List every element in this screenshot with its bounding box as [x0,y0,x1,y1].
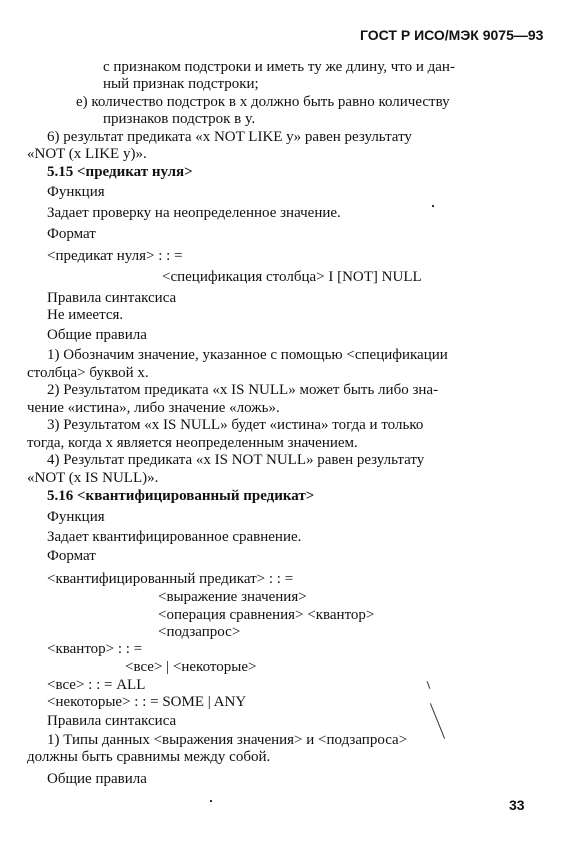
subheading: Правила синтаксиса [47,713,177,729]
scan-speck [432,205,434,207]
grammar-line: <все> | <некоторые> [125,659,257,675]
text-line: 2) Результатом предиката «x IS NULL» может быть либо зна- [47,382,439,398]
text-line: 1) Типы данных <выражения значения> и <подзапроса> [47,732,408,748]
grammar-line: <спецификация столбца> I [NOT] NULL [162,269,422,285]
subheading: Общие правила [47,771,147,787]
grammar-line: <подзапрос> [158,624,241,640]
grammar-line: <операция сравнения> <квантор> [158,607,375,623]
scan-speck [210,800,212,802]
grammar-line: <квантифицированный предикат> : : = [47,571,294,587]
subheading: Общие правила [47,327,147,343]
subheading: Правила синтаксиса [47,290,177,306]
text-line: 4) Результат предиката «x IS NOT NULL» равен результату [47,452,425,468]
subheading: Формат [47,548,96,564]
text-line: Не имеется. [47,307,124,323]
text-line: столбца> буквой x. [27,365,149,381]
text-line: 1) Обозначим значение, указанное с помощью <спецификации [47,347,448,363]
text-line: Задает квантифицированное сравнение. [47,529,302,545]
text-line: с признаком подстроки и иметь ту же длину, что и дан- [103,59,455,75]
grammar-line: <предикат нуля> : : = [47,248,183,264]
text-line: чение «истина», либо значение «ложь». [27,400,280,416]
text-line: 6) результат предиката «x NOT LIKE y» равен результату [47,129,412,145]
scan-stroke [430,703,445,739]
text-line: e) количество подстрок в x должно быть равно количеству [76,94,450,110]
page-header: ГОСТ Р ИСО/МЭК 9075—93 [360,27,544,43]
text-line: «NOT (x LIKE y)». [27,146,147,162]
text-line: признаков подстрок в y. [103,111,256,127]
scan-stroke [427,681,431,689]
grammar-line: <квантор> : : = [47,641,143,657]
page-number: 33 [509,797,525,813]
text-line: ный признак подстроки; [103,76,259,92]
grammar-line: <некоторые> : : = SOME | ANY [47,694,247,710]
text-line: тогда, когда x является неопределенным значением. [27,435,358,451]
subheading: Формат [47,226,96,242]
subheading: Функция [47,184,105,200]
text-line: «NOT (x IS NULL)». [27,470,159,486]
section-heading: 5.15 <предикат нуля> [47,164,193,180]
text-line: Задает проверку на неопределенное значение. [47,205,341,221]
grammar-line: <выражение значения> [158,589,307,605]
grammar-line: <все> : : = ALL [47,677,146,693]
section-heading: 5.16 <квантифицированный предикат> [47,488,315,504]
subheading: Функция [47,509,105,525]
text-line: должны быть сравнимы между собой. [27,749,271,765]
text-line: 3) Результатом «x IS NULL» будет «истина» тогда и только [47,417,424,433]
